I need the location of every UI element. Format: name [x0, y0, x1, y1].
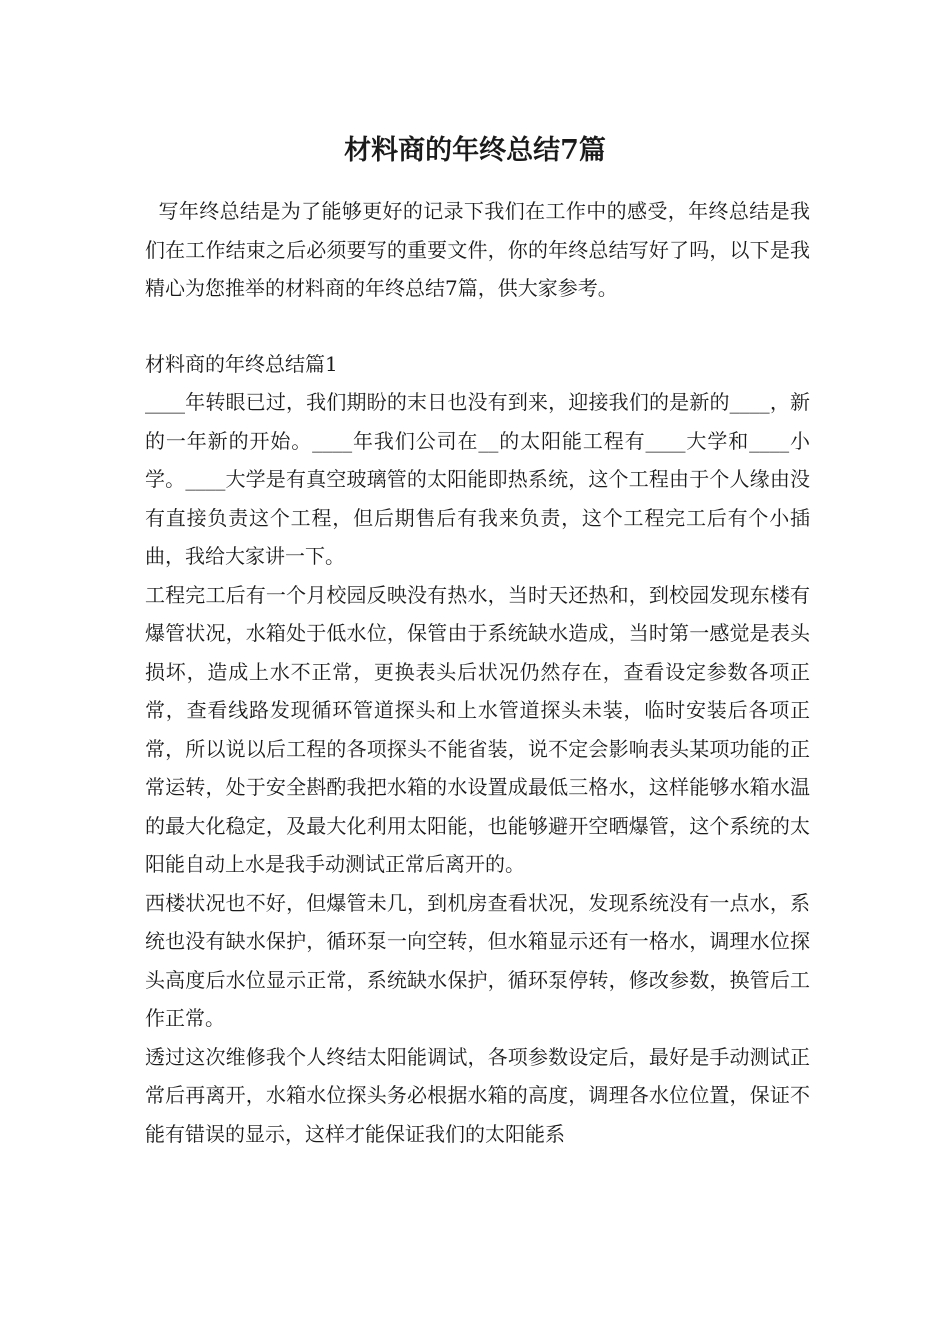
body-paragraph-1: ____年转眼已过，我们期盼的末日也没有到来，迎接我们的是新的____，新的一年新的开始。____年我们公司在__的太阳能工程有____大学和____小学。____大学是有真空玻璃管的太阳能即热系统，这个工程由于个人缘由没有直接负责这个工程，但后期售后有我来负责，这个工程完工后有个小插曲，我给大家讲一下。 [145, 390, 810, 568]
body-paragraph-3: 西楼状况也不好，但爆管未几，到机房查看状况，发现系统没有一点水，系统也没有缺水保护，循环泵一向空转，但水箱显示还有一格水，调理水位探头高度后水位显示正常，系统缺水保护，循环泵停转，修改参数，换管后工作正常。 [145, 890, 810, 1030]
paragraph-gap [145, 308, 810, 345]
document-body [145, 192, 810, 1153]
document-title: 材料商的年终总结7篇 [344, 135, 606, 166]
body-paragraph-2: 工程完工后有一个月校园反映没有热水，当时天还热和，到校园发现东楼有爆管状况，水箱处于低水位，保管由于系统缺水造成，当时第一感觉是表头损坏，造成上水不正常，更换表头后状况仍然存在，查看设定参数各项正常，查看线路发现循环管道探头和上水管道探头未装，临时安装后各项正常，所以说以后工程的各项探头不能省装，说不定会影响表头某项功能的正常运转，处于安全斟酌我把水箱的水设置成最低三格水，这样能够水箱水温的最大化稳定，及最大化利用太阳能，也能够避开空晒爆管，这个系统的太阳能自动上水是我手动测试正常后离开的。 [145, 582, 810, 876]
section-heading: 材料商的年终总结篇1 [145, 351, 338, 376]
intro-paragraph: 写年终总结是为了能够更好的记录下我们在工作中的感受，年终总结是我们在工作结束之后必须要写的重要文件，你的年终总结写好了吗，以下是我精心为您推举的材料商的年终总结7篇，供大家参考。 [145, 199, 811, 300]
body-paragraph-4: 透过这次维修我个人终结太阳能调试，各项参数设定后，最好是手动测试正常后再离开，水箱水位探头务必根据水箱的高度，调理各水位位置，保证不能有错误的显示，这样才能保证我们的太阳能系 [145, 1044, 810, 1146]
